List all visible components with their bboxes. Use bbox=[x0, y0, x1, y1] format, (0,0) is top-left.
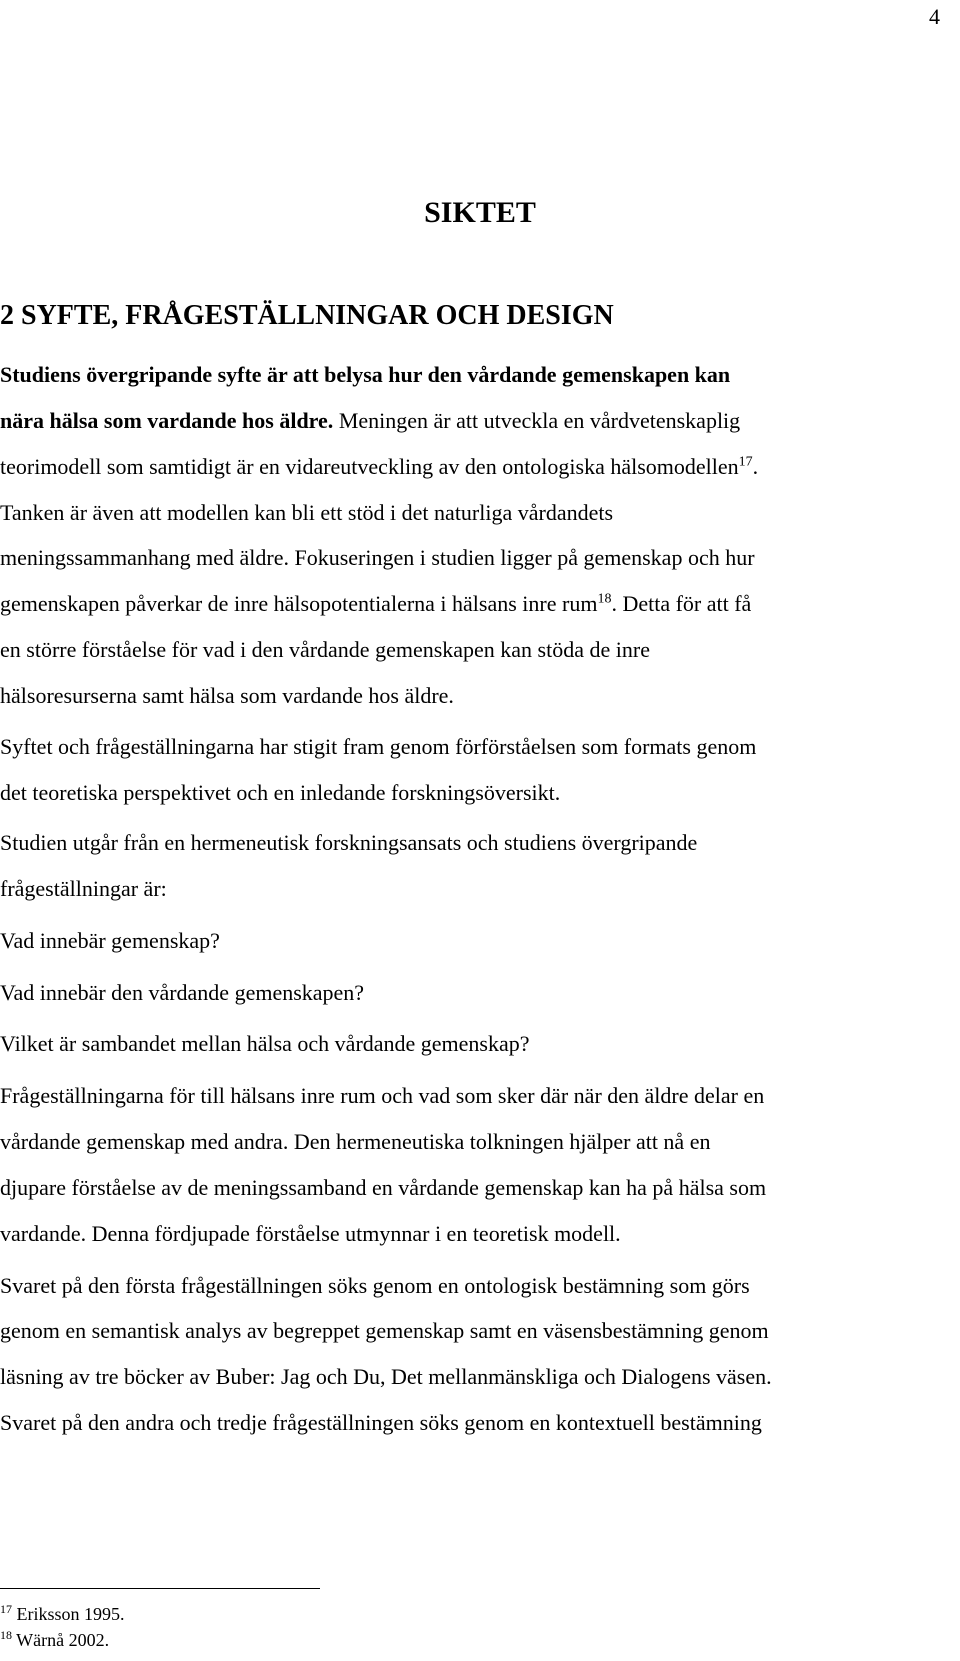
body-line: Studiens övergripande syfte är att belysa hur den vårdande gemenskapen kan bbox=[0, 362, 731, 387]
footnote-ref: 18 bbox=[597, 591, 612, 607]
body-text: . Detta för att få bbox=[611, 591, 752, 616]
footnote-separator bbox=[0, 1588, 320, 1589]
body-line: Studien utgår från en hermeneutisk forskningsansats och studiens övergripande bbox=[0, 830, 698, 855]
body-text: . bbox=[752, 454, 759, 479]
body-line: Frågeställningarna för till hälsans inre rum och vad som sker där när den äldre delar en bbox=[0, 1083, 765, 1108]
body-line bbox=[0, 408, 740, 434]
body-line: läsning av tre böcker av Buber: Jag och Du, Det mellanmänskliga och Dialogens väsen. bbox=[0, 1364, 772, 1389]
body-line: Svaret på den andra och tredje frågeställningen söks genom en kontextuell bestämning bbox=[0, 1410, 762, 1435]
body-line: djupare förståelse av de meningssamband en vårdande gemenskap kan ha på hälsa som bbox=[0, 1175, 767, 1200]
footnote-ref: 17 bbox=[738, 454, 753, 470]
section-heading: SIKTET bbox=[424, 196, 536, 229]
page-number: 4 bbox=[929, 4, 940, 29]
body-line: en större förståelse för vad i den vårdande gemenskapen kan stöda de inre bbox=[0, 637, 650, 662]
body-line: meningssammanhang med äldre. Fokuseringen i studien ligger på gemenskap och hur bbox=[0, 545, 755, 570]
body-line: vardande. Denna fördjupade förståelse utmynnar i en teoretisk modell. bbox=[0, 1221, 621, 1246]
body-line bbox=[0, 591, 751, 617]
body-line: genom en semantisk analys av begreppet gemenskap samt en väsensbestämning genom bbox=[0, 1318, 769, 1343]
body-line: Syftet och frågeställningarna har stigit fram genom förförståelsen som formats genom bbox=[0, 734, 757, 759]
footnote-text: Eriksson 1995. bbox=[12, 1604, 125, 1624]
question: Vad innebär den vårdande gemenskapen? bbox=[0, 980, 365, 1005]
footnote-number: 17 bbox=[0, 1602, 12, 1616]
body-line: vårdande gemenskap med andra. Den hermeneutiska tolkningen hjälper att nå en bbox=[0, 1129, 711, 1154]
purpose-end: nära hälsa som vardande hos äldre. bbox=[0, 408, 334, 433]
footnote bbox=[0, 1630, 109, 1651]
body-line: frågeställningar är: bbox=[0, 876, 167, 901]
footnote-text: Wärnå 2002. bbox=[12, 1630, 110, 1650]
body-line bbox=[0, 454, 758, 480]
chapter-heading: 2 SYFTE, FRÅGESTÄLLNINGAR OCH DESIGN bbox=[0, 300, 614, 331]
body-line: Tanken är även att modellen kan bli ett stöd i det naturliga vårdandets bbox=[0, 500, 614, 525]
body-text: teorimodell som samtidigt är en vidareutveckling av den ontologiska hälsomodellen bbox=[0, 454, 739, 479]
body-line: hälsoresurserna samt hälsa som vardande hos äldre. bbox=[0, 683, 454, 708]
body-line: Svaret på den första frågeställningen söks genom en ontologisk bestämning som görs bbox=[0, 1273, 750, 1298]
footnote bbox=[0, 1604, 125, 1625]
question: Vilket är sambandet mellan hälsa och vårdande gemenskap? bbox=[0, 1031, 530, 1056]
question: Vad innebär gemenskap? bbox=[0, 928, 220, 953]
body-line: det teoretiska perspektivet och en inledande forskningsöversikt. bbox=[0, 780, 561, 805]
body-text: gemenskapen påverkar de inre hälsopotentialerna i hälsans inre rum bbox=[0, 591, 598, 616]
body-text: Meningen är att utveckla en vårdvetenskaplig bbox=[333, 408, 741, 433]
footnote-number: 18 bbox=[0, 1628, 12, 1642]
